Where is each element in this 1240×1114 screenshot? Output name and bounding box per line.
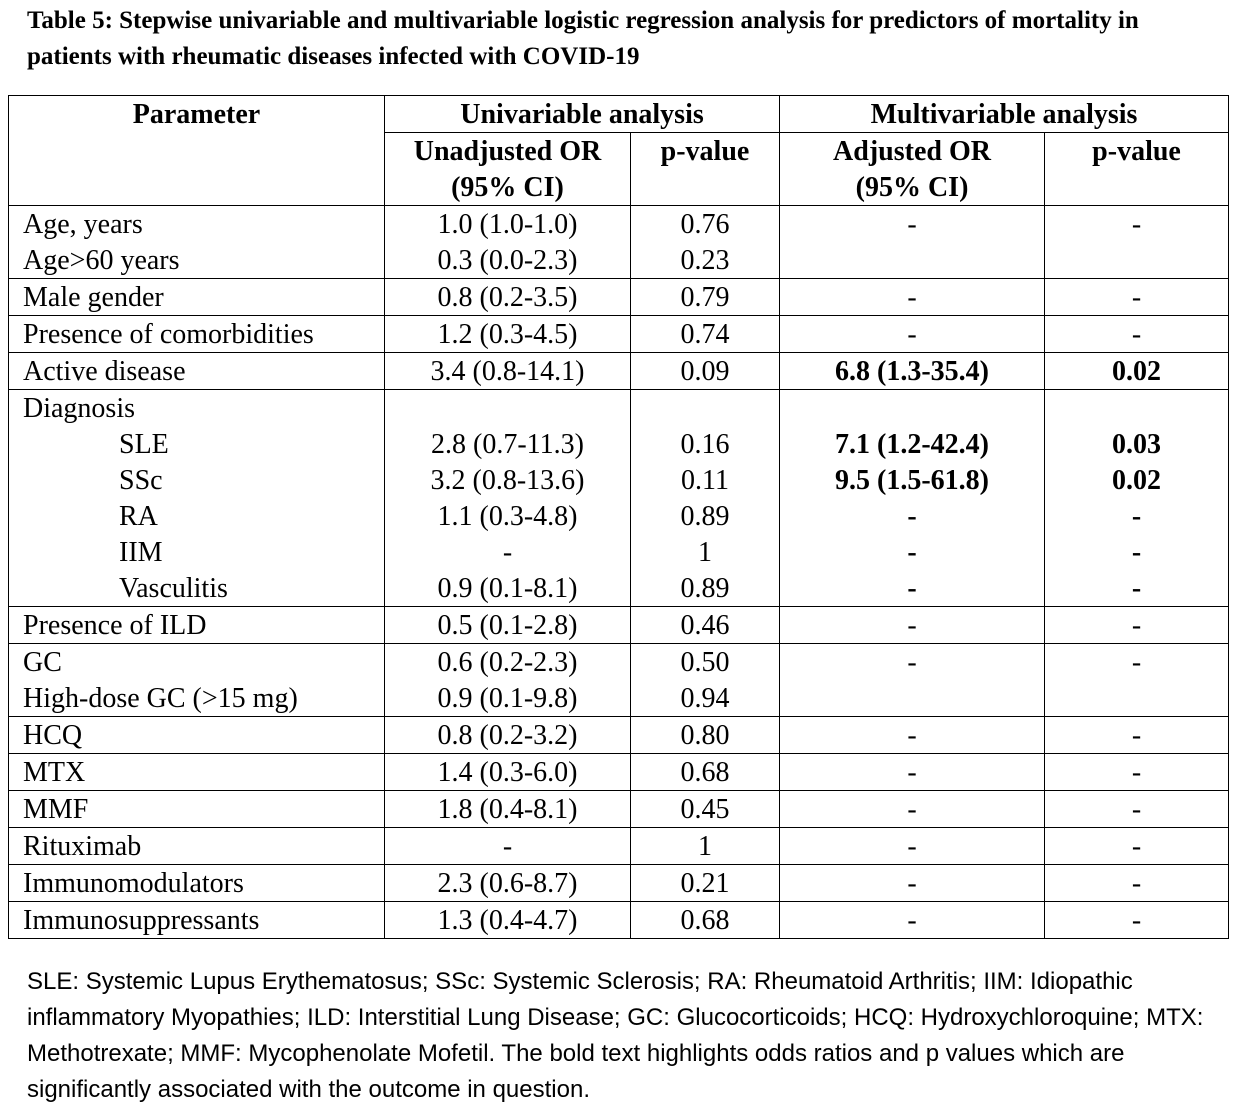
adjusted-or-value: -: [907, 757, 917, 788]
unadjusted-or-value: 1.1 (0.3-4.8): [437, 501, 578, 532]
parameter-cell: [9, 828, 385, 865]
table-row: [9, 390, 1229, 607]
p-value-multi-value: -: [1131, 905, 1142, 936]
header-adjusted-or-line1: Adjusted OR: [833, 136, 991, 167]
parameter-cell: [9, 754, 385, 791]
p-value-uni-cell: [631, 828, 780, 865]
p-value-multi-value: -: [1131, 647, 1142, 678]
p-value-uni-value: 0.46: [680, 610, 730, 641]
unadjusted-or-value: 3.4 (0.8-14.1): [430, 356, 585, 387]
unadjusted-or-cell: [385, 865, 631, 902]
p-value-multi-value: -: [1131, 319, 1142, 350]
p-value-uni-cell: [631, 279, 780, 316]
adjusted-or-cell: [780, 865, 1045, 902]
table-footnote: SLE: Systemic Lupus Erythematosus; SSc: Systemic Sclerosis; RA: Rheumatoid Arthritis; IIM: Idiopathic inflammatory Myopathies; ILD: Interstitial Lung Disease; GC: Glucocorticoids; HCQ: Hydroxychloroquine; MTX: Methotrexate; MMF: Mycophenolate Mofetil. The bold text highlights odds ratios and p values which are significantly associated with the outcome in question.: [27, 968, 1204, 1103]
unadjusted-or-value: 1.3 (0.4-4.7): [437, 905, 578, 936]
parameter-value: RA: [119, 501, 158, 532]
table-row: [9, 791, 1229, 828]
p-value-uni-value: 0.68: [680, 757, 730, 788]
unadjusted-or-cell: [385, 791, 631, 828]
parameter-cell: [9, 206, 385, 279]
p-value-uni-value: 0.79: [680, 282, 730, 313]
adjusted-or-value: [780, 242, 1044, 278]
header-p-value-uni-label: p-value: [660, 136, 750, 167]
table-row: [9, 754, 1229, 791]
adjusted-or-cell: [780, 644, 1045, 717]
p-value-multi-value: -: [1131, 573, 1142, 604]
p-value-multi-value: -: [1131, 868, 1142, 899]
unadjusted-or-value: 1.8 (0.4-8.1): [437, 794, 578, 825]
parameter-value: Immunomodulators: [23, 868, 244, 899]
unadjusted-or-value: 2.8 (0.7-11.3): [431, 429, 584, 460]
adjusted-or-cell: [780, 717, 1045, 754]
parameter-cell: [9, 717, 385, 754]
p-value-multi-cell: [1045, 353, 1229, 390]
unadjusted-or-cell: [385, 644, 631, 717]
parameter-cell: [9, 353, 385, 390]
p-value-multi-value: -: [1131, 501, 1142, 532]
parameter-value: Rituximab: [23, 831, 142, 862]
header-multivariable: [780, 96, 1229, 133]
unadjusted-or-value: 0.5 (0.1-2.8): [437, 610, 578, 641]
parameter-cell: [9, 644, 385, 717]
unadjusted-or-cell: [385, 316, 631, 353]
parameter-value: Male gender: [23, 282, 164, 313]
adjusted-or-cell: [780, 828, 1045, 865]
unadjusted-or-value: 0.8 (0.2-3.5): [437, 282, 578, 313]
unadjusted-or-value: 0.3 (0.0-2.3): [437, 245, 578, 276]
parameter-value: SLE: [119, 429, 169, 460]
adjusted-or-value: -: [907, 905, 917, 936]
header-univariable: [385, 96, 780, 133]
p-value-uni-value: 0.76: [680, 209, 730, 240]
table-row: [9, 206, 1229, 279]
header-adjusted-or-line2: (95% CI): [855, 172, 969, 203]
unadjusted-or-value: 0.8 (0.2-3.2): [437, 720, 578, 751]
p-value-multi-cell: [1045, 865, 1229, 902]
p-value-multi-cell: [1045, 279, 1229, 316]
parameter-value: MMF: [23, 794, 89, 825]
p-value-multi-cell: [1045, 791, 1229, 828]
parameter-value: Vasculitis: [119, 573, 228, 604]
unadjusted-or-value: -: [502, 831, 513, 862]
parameter-cell: [9, 902, 385, 939]
parameter-value: Presence of comorbidities: [23, 319, 314, 350]
p-value-uni-cell: [631, 644, 780, 717]
p-value-uni-cell: [631, 902, 780, 939]
unadjusted-or-value: 1.4 (0.3-6.0): [437, 757, 578, 788]
p-value-uni-cell: [631, 353, 780, 390]
p-value-multi-cell: [1045, 607, 1229, 644]
p-value-multi-value: -: [1131, 209, 1142, 240]
unadjusted-or-value: -: [502, 537, 513, 568]
adjusted-or-value: -: [907, 319, 917, 350]
p-value-uni-cell: [631, 316, 780, 353]
unadjusted-or-value: 0.9 (0.1-8.1): [437, 573, 578, 604]
p-value-uni-cell: [631, 717, 780, 754]
p-value-multi-value: [1045, 390, 1228, 426]
adjusted-or-value: -: [907, 209, 917, 240]
unadjusted-or-value: 0.6 (0.2-2.3): [437, 647, 578, 678]
unadjusted-or-cell: [385, 390, 631, 607]
table-row: [9, 865, 1229, 902]
p-value-uni-value: 0.80: [680, 720, 730, 751]
p-value-uni-value: [631, 390, 779, 426]
p-value-multi-value: [1045, 680, 1228, 716]
header-p-value-multi: [1045, 133, 1229, 206]
p-value-multi-value: [1045, 242, 1228, 278]
table-row: [9, 607, 1229, 644]
parameter-cell: [9, 279, 385, 316]
adjusted-or-value: -: [907, 610, 917, 641]
p-value-uni-value: 0.74: [680, 319, 730, 350]
p-value-multi-cell: [1045, 902, 1229, 939]
p-value-uni-cell: [631, 390, 780, 607]
unadjusted-or-cell: [385, 206, 631, 279]
p-value-multi-value: 0.02: [1112, 465, 1162, 496]
p-value-uni-value: 1: [698, 831, 712, 862]
adjusted-or-value: -: [907, 282, 917, 313]
p-value-multi-cell: [1045, 206, 1229, 279]
unadjusted-or-cell: [385, 717, 631, 754]
p-value-multi-value: 0.03: [1112, 429, 1162, 460]
table-row: [9, 717, 1229, 754]
adjusted-or-cell: [780, 279, 1045, 316]
header-unadjusted-or: [385, 133, 631, 206]
unadjusted-or-value: 3.2 (0.8-13.6): [430, 465, 585, 496]
parameter-value: Age, years: [23, 209, 143, 240]
parameter-value: Immunosuppressants: [23, 905, 260, 936]
adjusted-or-value: -: [907, 831, 917, 862]
unadjusted-or-cell: [385, 754, 631, 791]
p-value-uni-value: 0.21: [680, 868, 730, 899]
table-body: [9, 206, 1229, 939]
header-p-value-uni: [631, 133, 780, 206]
p-value-multi-value: 0.02: [1112, 356, 1162, 387]
adjusted-or-cell: [780, 390, 1045, 607]
adjusted-or-cell: [780, 353, 1045, 390]
p-value-uni-value: 0.68: [680, 905, 730, 936]
unadjusted-or-cell: [385, 279, 631, 316]
unadjusted-or-cell: [385, 902, 631, 939]
adjusted-or-cell: [780, 206, 1045, 279]
unadjusted-or-value: [385, 390, 630, 426]
unadjusted-or-value: 0.9 (0.1-9.8): [437, 683, 578, 714]
table-row: [9, 644, 1229, 717]
p-value-multi-cell: [1045, 828, 1229, 865]
unadjusted-or-value: 1.0 (1.0-1.0): [437, 209, 578, 240]
unadjusted-or-cell: [385, 353, 631, 390]
p-value-multi-value: -: [1131, 794, 1142, 825]
adjusted-or-cell: [780, 316, 1045, 353]
header-multivariable-label: Multivariable analysis: [870, 99, 1138, 130]
header-unadjusted-or-line2: (95% CI): [451, 172, 564, 203]
p-value-uni-value: 0.09: [680, 356, 730, 387]
header-univariable-label: Univariable analysis: [460, 99, 704, 130]
p-value-multi-cell: [1045, 316, 1229, 353]
unadjusted-or-cell: [385, 828, 631, 865]
table-caption: Table 5: Stepwise univariable and multivariable logistic regression analysis for predictors of mortality in patients with rheumatic diseases infected with COVID-19: [27, 7, 1139, 70]
adjusted-or-cell: [780, 607, 1045, 644]
adjusted-or-value: -: [907, 647, 917, 678]
p-value-multi-cell: [1045, 717, 1229, 754]
parameter-cell: [9, 316, 385, 353]
p-value-uni-cell: [631, 206, 780, 279]
p-value-multi-value: -: [1131, 720, 1142, 751]
table-row: [9, 279, 1229, 316]
p-value-uni-cell: [631, 607, 780, 644]
table-row: [9, 902, 1229, 939]
p-value-multi-value: -: [1131, 610, 1142, 641]
p-value-multi-value: -: [1131, 537, 1142, 568]
p-value-uni-value: 1: [698, 537, 712, 568]
p-value-uni-value: 0.89: [680, 501, 730, 532]
p-value-uni-value: 0.23: [680, 245, 730, 276]
unadjusted-or-value: 2.3 (0.6-8.7): [437, 868, 578, 899]
p-value-uni-value: 0.50: [680, 647, 730, 678]
adjusted-or-value: 9.5 (1.5-61.8): [835, 465, 989, 496]
parameter-value: High-dose GC (>15 mg): [23, 683, 298, 714]
adjusted-or-cell: [780, 791, 1045, 828]
adjusted-or-value: [780, 390, 1044, 426]
adjusted-or-cell: [780, 754, 1045, 791]
adjusted-or-value: -: [907, 501, 917, 532]
parameter-value: Active disease: [23, 356, 186, 387]
parameter-cell: [9, 390, 385, 607]
parameter-cell: [9, 865, 385, 902]
p-value-uni-value: 0.89: [680, 573, 730, 604]
p-value-multi-value: -: [1131, 757, 1142, 788]
adjusted-or-cell: [780, 902, 1045, 939]
table-header: [9, 96, 1229, 206]
header-p-value-multi-label: p-value: [1092, 136, 1181, 167]
regression-table: [8, 95, 1229, 939]
parameter-value: Age>60 years: [23, 245, 180, 276]
parameter-value: HCQ: [23, 720, 83, 751]
parameter-value: SSc: [119, 465, 163, 496]
table-row: [9, 828, 1229, 865]
header-parameter: [9, 96, 385, 206]
p-value-uni-cell: [631, 754, 780, 791]
parameter-value: Diagnosis: [23, 393, 135, 424]
adjusted-or-value: -: [907, 794, 917, 825]
p-value-multi-cell: [1045, 754, 1229, 791]
p-value-uni-value: 0.11: [681, 465, 729, 496]
parameter-value: IIM: [119, 537, 163, 568]
p-value-multi-value: -: [1131, 831, 1142, 862]
unadjusted-or-value: 1.2 (0.3-4.5): [437, 319, 578, 350]
adjusted-or-value: [780, 680, 1044, 716]
parameter-cell: [9, 791, 385, 828]
p-value-uni-cell: [631, 865, 780, 902]
table-row: [9, 316, 1229, 353]
adjusted-or-value: -: [907, 720, 917, 751]
p-value-uni-value: 0.16: [680, 429, 730, 460]
header-unadjusted-or-line1: Unadjusted OR: [413, 136, 602, 167]
p-value-uni-value: 0.94: [680, 683, 730, 714]
unadjusted-or-cell: [385, 607, 631, 644]
table-row: [9, 353, 1229, 390]
parameter-cell: [9, 607, 385, 644]
adjusted-or-value: -: [907, 537, 917, 568]
adjusted-or-value: 6.8 (1.3-35.4): [835, 356, 989, 387]
p-value-multi-value: -: [1131, 282, 1142, 313]
p-value-multi-cell: [1045, 644, 1229, 717]
parameter-value: MTX: [23, 757, 86, 788]
header-adjusted-or: [780, 133, 1045, 206]
parameter-value: GC: [23, 647, 62, 678]
header-parameter-label: Parameter: [132, 99, 261, 130]
adjusted-or-value: -: [907, 868, 917, 899]
p-value-multi-cell: [1045, 390, 1229, 607]
adjusted-or-value: 7.1 (1.2-42.4): [835, 429, 989, 460]
adjusted-or-value: -: [907, 573, 917, 604]
parameter-value: Presence of ILD: [23, 610, 207, 641]
p-value-uni-value: 0.45: [680, 794, 730, 825]
p-value-uni-cell: [631, 791, 780, 828]
